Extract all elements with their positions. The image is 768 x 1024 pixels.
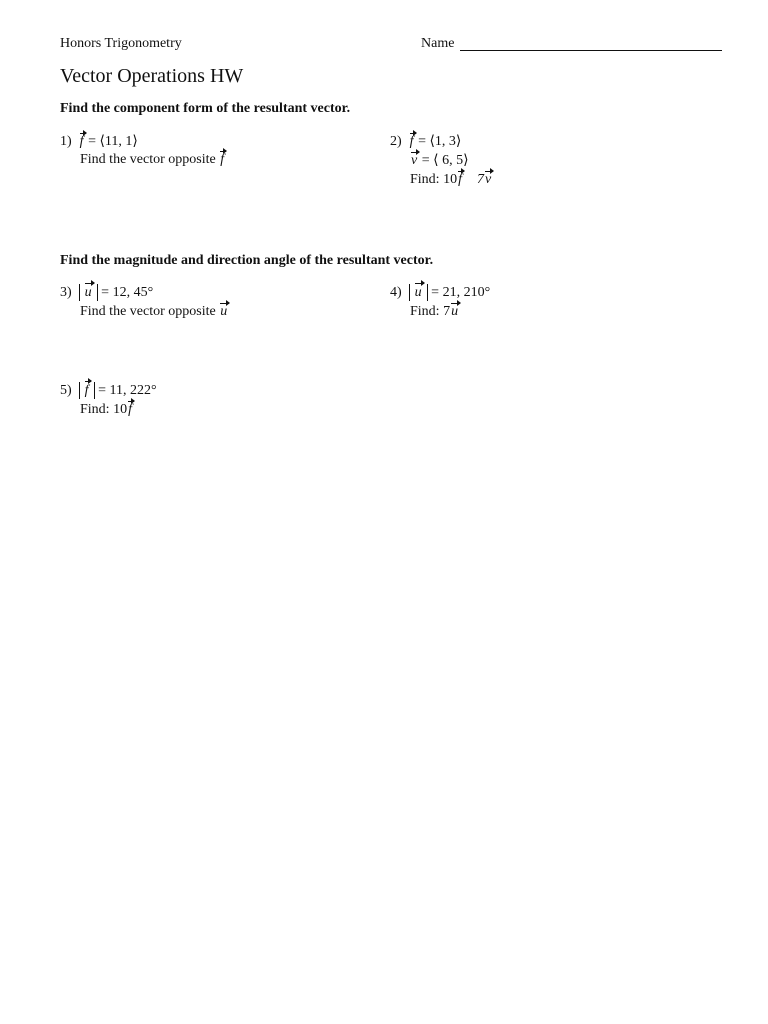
problem-3-number: 3): [60, 285, 72, 300]
magnitude-bars: [79, 382, 95, 399]
vector-u-symbol: u: [414, 285, 422, 300]
magnitude-bars: [79, 284, 98, 301]
problem-1: [60, 133, 138, 150]
name-label: Name: [421, 36, 455, 51]
problem-1-value: = ⟨11, 1⟩: [88, 134, 138, 149]
problem-3-value: = 12, 45°: [101, 285, 154, 300]
section1-instruction: Find the component form of the resultant vector.: [60, 101, 351, 116]
problem-3-task-text: Find the vector opposite: [80, 304, 216, 319]
problem-4-value: = 21, 210°: [431, 285, 491, 300]
problem-5-find-label: Find: 10: [80, 402, 128, 417]
problem-4-number: 4): [390, 285, 402, 300]
problem-2-find-coef: 7: [476, 172, 484, 187]
section2-instruction: Find the magnitude and direction angle of the resultant vector.: [60, 253, 434, 268]
problem-2-vector-v: [410, 152, 469, 169]
vector-f-symbol: f: [458, 172, 462, 187]
vector-v-symbol: v: [484, 172, 492, 187]
problem-2: [390, 133, 461, 150]
vector-u-symbol: u: [451, 304, 459, 319]
problem-3-task: [80, 304, 228, 320]
vector-f-symbol: f: [79, 134, 84, 149]
problem-1-task-text: Find the vector opposite: [80, 152, 216, 167]
problem-3: [60, 284, 153, 301]
vector-u-symbol: u: [84, 285, 92, 300]
problem-2-find: [410, 172, 492, 188]
problem-4: [390, 284, 490, 301]
vector-u-symbol: u: [220, 304, 228, 319]
vector-f-symbol: f: [409, 134, 414, 149]
problem-2-vector-v-value: = ⟨ 6, 5⟩: [421, 153, 469, 168]
magnitude-bars: [409, 284, 428, 301]
vector-v-symbol: v: [411, 153, 418, 168]
vector-f-symbol: f: [128, 402, 132, 417]
problem-4-find: [410, 304, 459, 320]
vector-f-symbol: f: [84, 383, 89, 398]
problem-2-number: 2): [390, 134, 402, 149]
problem-5-find: [80, 402, 133, 418]
problem-5-value: = 11, 222°: [98, 383, 157, 398]
name-blank-line[interactable]: [460, 50, 722, 51]
course-title: Honors Trigonometry: [60, 36, 182, 51]
problem-2-vector-f-value: = ⟨1, 3⟩: [418, 134, 462, 149]
worksheet-title: Vector Operations HW: [60, 65, 244, 87]
problem-2-find-label: Find: 10: [410, 172, 458, 187]
problem-4-find-label: Find: 7: [410, 304, 451, 319]
problem-5-number: 5): [60, 383, 72, 398]
vector-f-symbol: f: [220, 152, 225, 167]
problem-1-number: 1): [60, 134, 72, 149]
problem-5: [60, 382, 157, 399]
problem-1-task: [80, 152, 225, 168]
